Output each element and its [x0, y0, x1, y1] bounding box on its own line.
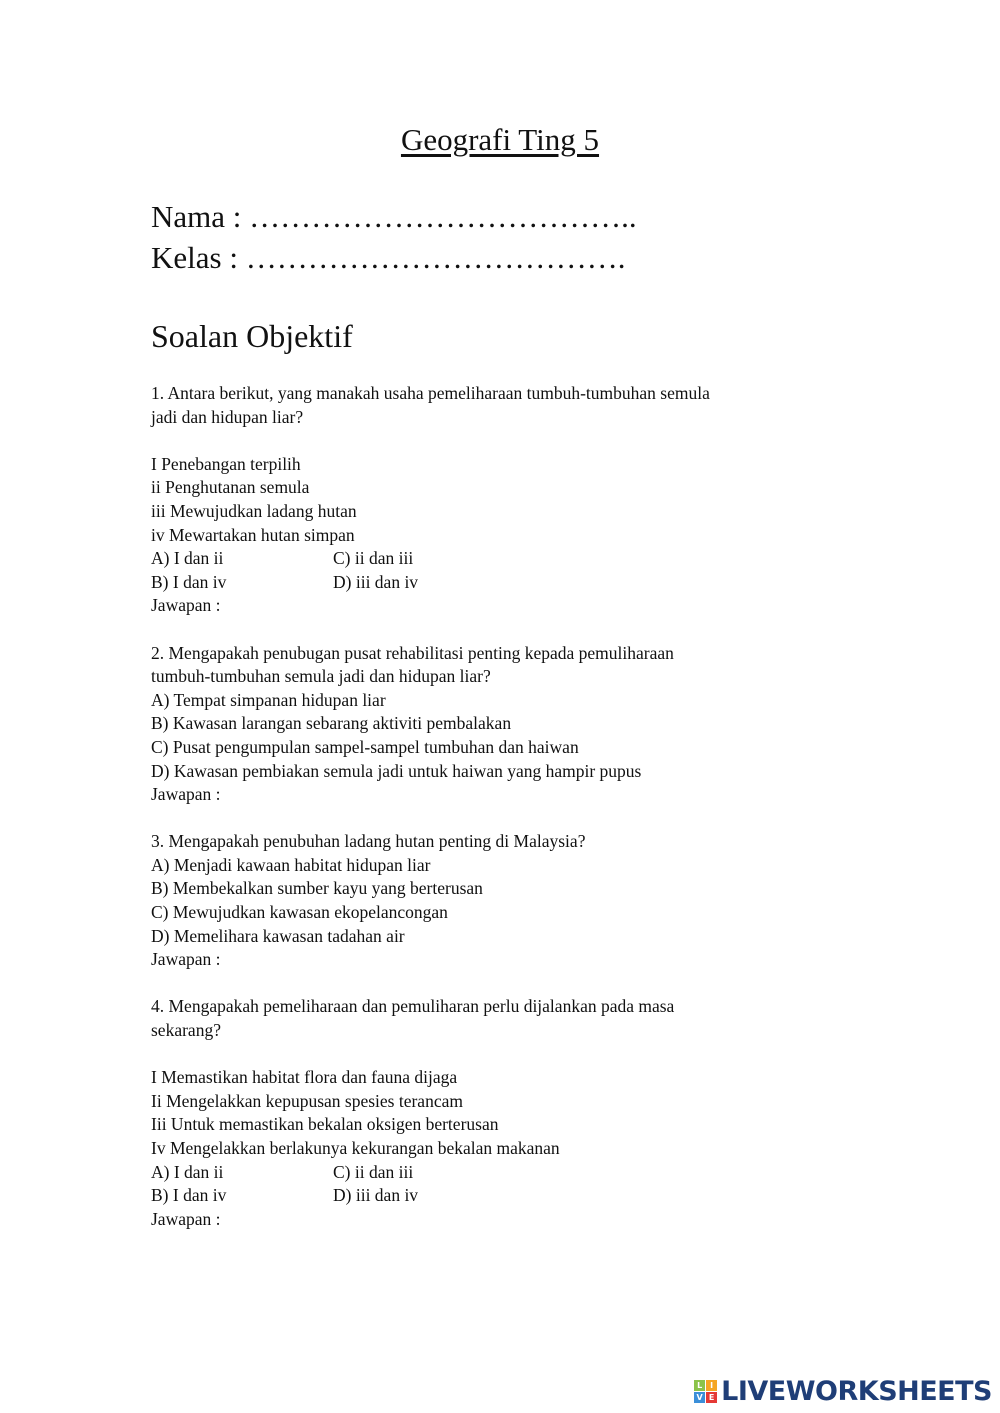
- question-stem: 2. Mengapakah penubugan pusat rehabilitasi penting kepada pemuliharaan: [151, 642, 674, 663]
- question-3: [151, 830, 871, 972]
- option: C) ii dan iii: [333, 1161, 414, 1182]
- option: B) I dan iv: [151, 571, 227, 592]
- option-row: [151, 1161, 871, 1185]
- option: C) Mewujudkan kawasan ekopelancongan: [151, 902, 448, 923]
- name-field: Nama : ………………………………..: [151, 199, 637, 234]
- answer-label: Jawapan :: [151, 595, 221, 616]
- answer-label: Jawapan :: [151, 949, 221, 970]
- statement: Iii Untuk memastikan bekalan oksigen berterusan: [151, 1114, 499, 1135]
- option: A) I dan ii: [151, 1161, 224, 1182]
- option: D) iii dan iv: [333, 571, 419, 592]
- question-stem: 3. Mengapakah penubuhan ladang hutan penting di Malaysia?: [151, 831, 586, 852]
- question-stem: 1. Antara berikut, yang manakah usaha pemeliharaan tumbuh-tumbuhan semula: [151, 383, 710, 403]
- answer-label: Jawapan :: [151, 1208, 221, 1229]
- question-stem: tumbuh-tumbuhan semula jadi dan hidupan liar?: [151, 666, 491, 687]
- question-1: [151, 382, 871, 618]
- option: B) Membekalkan sumber kayu yang berterusan: [151, 878, 483, 899]
- logo-block: I: [706, 1380, 717, 1391]
- question-stem: jadi dan hidupan liar?: [151, 406, 304, 427]
- statement: Ii Mengelakkan kepupusan spesies terancam: [151, 1090, 463, 1111]
- logo-text: LIVEWORKSHEETS: [721, 1376, 992, 1407]
- option: D) iii dan iv: [333, 1185, 419, 1206]
- answer-label: Jawapan :: [151, 784, 221, 805]
- logo-block: V: [694, 1392, 705, 1403]
- class-field: Kelas : ……………………………….: [151, 240, 626, 275]
- liveworksheets-logo: [694, 1376, 992, 1407]
- logo-block: L: [694, 1380, 705, 1391]
- option: B) I dan iv: [151, 1185, 227, 1206]
- statement: ii Penghutanan semula: [151, 477, 310, 498]
- questions: [151, 382, 871, 1255]
- option-row: [151, 571, 871, 595]
- statement: I Memastikan habitat flora dan fauna dijaga: [151, 1067, 458, 1088]
- logo-blocks-icon: [694, 1380, 717, 1403]
- option-row: [151, 547, 871, 571]
- option: D) Kawasan pembiakan semula jadi untuk haiwan yang hampir pupus: [151, 760, 642, 781]
- logo-block: E: [706, 1392, 717, 1403]
- question-stem: 4. Mengapakah pemeliharaan dan pemuliharan perlu dijalankan pada masa: [151, 996, 675, 1017]
- statement: iii Mewujudkan ladang hutan: [151, 500, 357, 521]
- option: A) Tempat simpanan hidupan liar: [151, 689, 386, 710]
- worksheet-title: Geografi Ting 5: [400, 122, 600, 157]
- option: D) Memelihara kawasan tadahan air: [151, 925, 405, 946]
- option: C) Pusat pengumpulan sampel-sampel tumbuhan dan haiwan: [151, 736, 579, 757]
- option: A) Menjadi kawaan habitat hidupan liar: [151, 854, 431, 875]
- option: C) ii dan iii: [333, 548, 414, 569]
- statement: iv Mewartakan hutan simpan: [151, 524, 355, 545]
- statement: I Penebangan terpilih: [151, 453, 301, 474]
- option: A) I dan ii: [151, 548, 224, 569]
- question-4: [151, 995, 871, 1231]
- question-2: [151, 642, 871, 807]
- section-heading: Soalan Objektif: [151, 318, 353, 354]
- question-stem: sekarang?: [151, 1020, 221, 1041]
- option: B) Kawasan larangan sebarang aktiviti pembalakan: [151, 713, 512, 734]
- option-row: [151, 1184, 871, 1208]
- statement: Iv Mengelakkan berlakunya kekurangan bekalan makanan: [151, 1138, 560, 1158]
